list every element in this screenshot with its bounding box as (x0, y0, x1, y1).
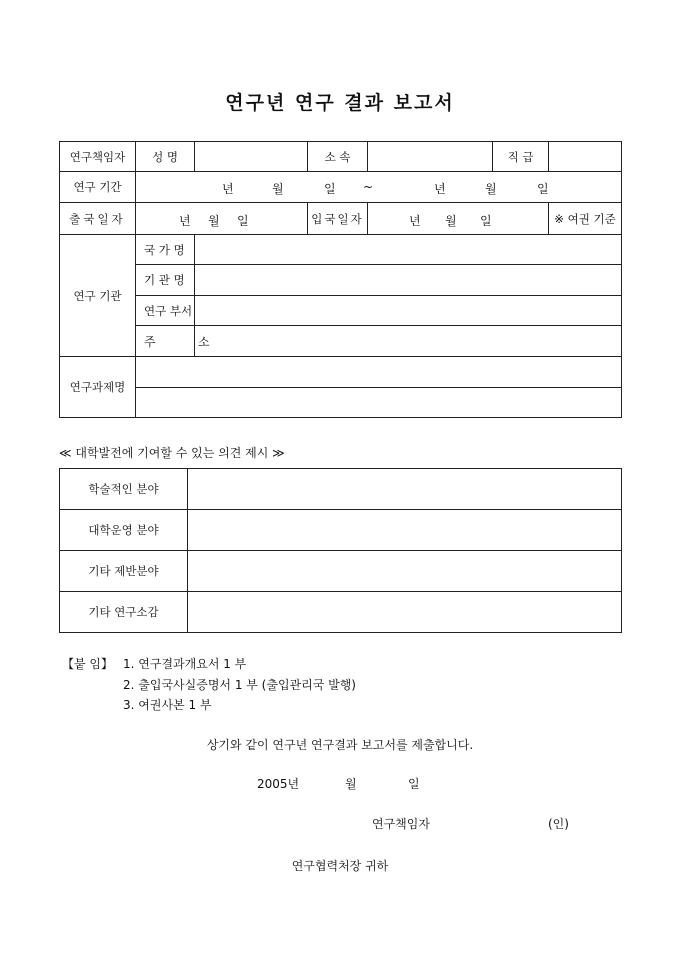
entry-year: 년 (409, 213, 421, 228)
period-month1: 월 (272, 182, 284, 196)
position-field[interactable] (549, 142, 622, 172)
opinion-field-general[interactable] (188, 551, 622, 592)
position-label: 직 급 (493, 142, 549, 172)
date-day: 일 (408, 777, 420, 791)
submission-statement: 상기와 같이 연구년 연구결과 보고서를 제출합니다. (206, 738, 474, 752)
department-label: 연구 부서 (136, 296, 195, 326)
institution-label: 연구 기관 (60, 235, 136, 357)
period-year1: 년 (222, 182, 234, 196)
date-year: 2005년 (257, 777, 300, 791)
institution-name-label: 기 관 명 (136, 265, 195, 296)
period-tilde: ~ (363, 180, 374, 194)
period-day2: 일 (537, 182, 549, 196)
seal-mark: (인) (548, 817, 569, 831)
address-label-a: 주 (144, 335, 156, 349)
departure-year: 년 (179, 213, 191, 228)
country-field[interactable] (195, 235, 622, 265)
country-label: 국 가 명 (136, 235, 195, 265)
researcher-label: 연구책임자 (60, 142, 136, 172)
name-field[interactable] (195, 142, 308, 172)
opinions-table (59, 468, 622, 633)
entry-day: 일 (480, 213, 492, 228)
recipient: 연구협력처장 귀하 (291, 859, 389, 873)
address-label-b: 소 (198, 335, 210, 349)
opinion-field-operation[interactable] (188, 510, 622, 551)
opinions-heading: ≪ 대학발전에 기여할 수 있는 의견 제시 ≫ (59, 446, 285, 460)
period-year2: 년 (434, 182, 446, 196)
project-title-field-2[interactable] (136, 388, 622, 418)
institution-name-field[interactable] (195, 265, 622, 296)
departure-label: 출국일자 (60, 203, 136, 235)
passport-note: ※ 여권 기준 (549, 203, 622, 235)
opinion-field-impressions[interactable] (188, 592, 622, 633)
report-form-table (59, 141, 622, 418)
address-field[interactable] (195, 326, 622, 357)
affiliation-field[interactable] (368, 142, 493, 172)
signer-label: 연구책임자 (372, 817, 430, 831)
entry-month: 월 (445, 213, 457, 228)
project-title-field-1[interactable] (136, 357, 622, 388)
departure-month: 월 (208, 213, 220, 228)
departure-date-field[interactable] (136, 203, 308, 235)
department-field[interactable] (195, 296, 622, 326)
opinion-label-impressions: 기타 연구소감 (60, 592, 188, 633)
address-label (136, 326, 210, 357)
period-field[interactable] (136, 172, 622, 203)
period-day1: 일 (324, 182, 336, 196)
opinion-label-general: 기타 제반분야 (60, 551, 188, 592)
attachment-item-1: 1. 연구결과개요서 1 부 (123, 657, 247, 671)
attachment-item-3: 3. 여권사본 1 부 (123, 698, 212, 712)
opinion-label-operation: 대학운영 분야 (60, 510, 188, 551)
attachment-item-2: 2. 출입국사실증명서 1 부 (출입관리국 발행) (123, 678, 356, 692)
departure-day: 일 (237, 213, 249, 228)
entry-label: 입국일자 (308, 203, 368, 235)
attachments-label: 【붙 임】 (62, 657, 113, 671)
page-title: 연구년 연구 결과 보고서 (225, 92, 455, 114)
opinion-label-academic: 학술적인 분야 (60, 469, 188, 510)
entry-date-field[interactable] (368, 203, 549, 235)
name-label: 성 명 (136, 142, 195, 172)
affiliation-label: 소 속 (308, 142, 368, 172)
opinion-field-academic[interactable] (188, 469, 622, 510)
project-title-label: 연구과제명 (60, 357, 136, 418)
period-label: 연구 기간 (60, 172, 136, 203)
period-month2: 월 (485, 182, 497, 196)
date-month: 월 (345, 777, 357, 791)
